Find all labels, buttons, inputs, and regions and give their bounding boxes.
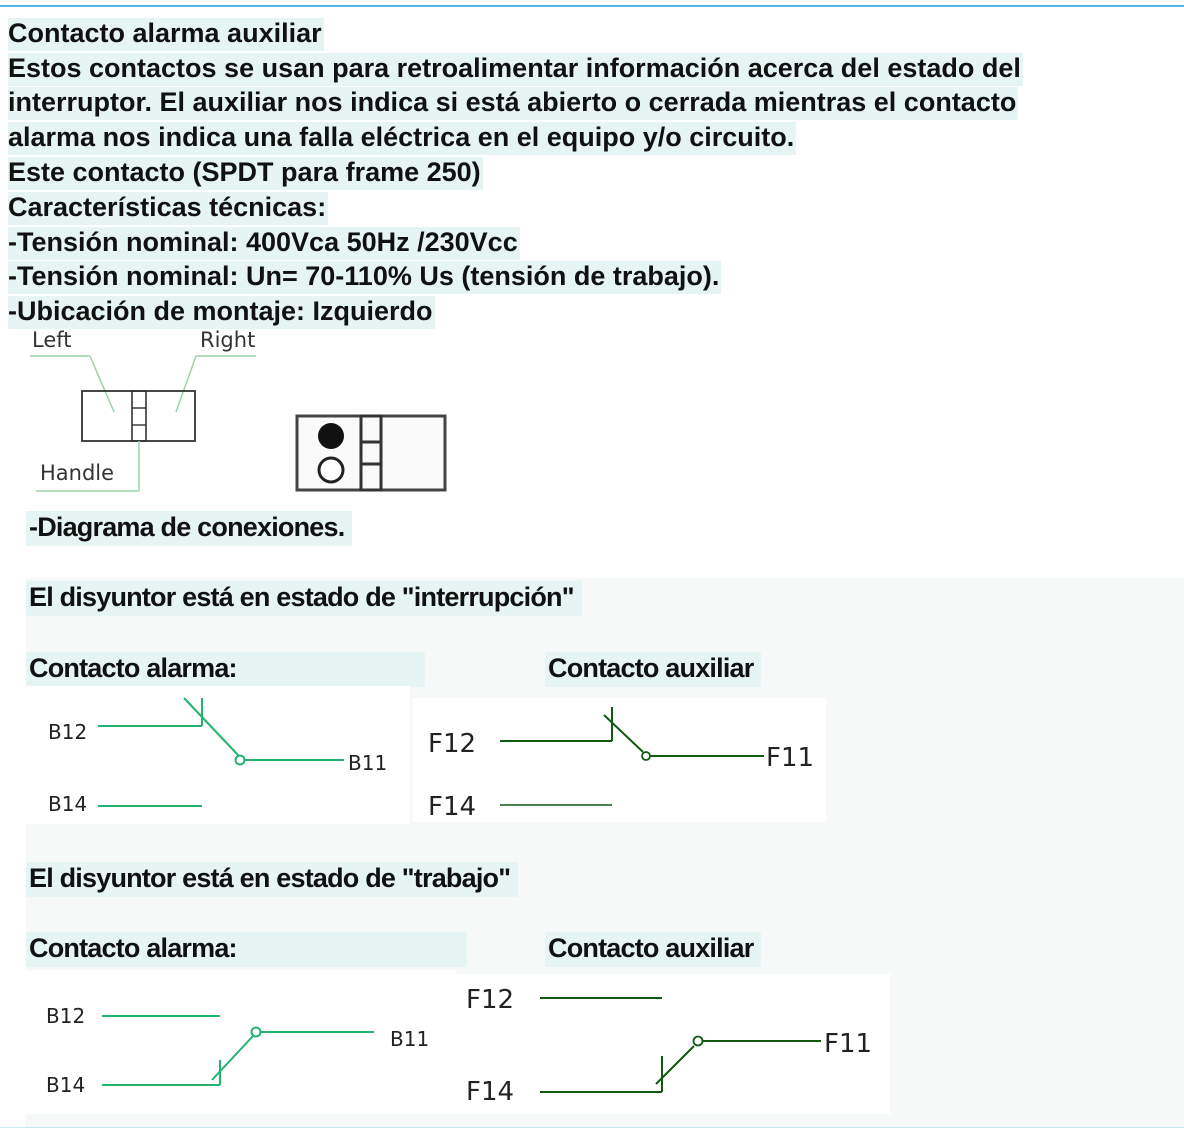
terminal-b11-work: B11 bbox=[390, 1027, 430, 1051]
hollow-dot-icon bbox=[319, 458, 343, 482]
state-work-heading: El disyuntor está en estado de "trabajo" bbox=[26, 862, 518, 897]
terminal-b14-work: B14 bbox=[46, 1073, 86, 1097]
aux-diagram-work bbox=[456, 974, 890, 1114]
spec-mounting: -Ubicación de montaje: Izquierdo bbox=[8, 296, 435, 329]
handle-label: Handle bbox=[40, 461, 115, 485]
terminal-b11: B11 bbox=[348, 751, 388, 775]
spec-voltage-range: -Tensión nominal: Un= 70-110% Us (tensión de trabajo). bbox=[8, 261, 721, 294]
description-line-2: interruptor. El auxiliar nos indica si está abierto o cerrada mientras el contacto bbox=[8, 87, 1018, 120]
bottom-divider bbox=[0, 1127, 1184, 1128]
spec-voltage: -Tensión nominal: 400Vca 50Hz /230Vcc bbox=[8, 227, 520, 260]
terminal-f11-work: F11 bbox=[824, 1029, 873, 1059]
terminal-b14: B14 bbox=[48, 792, 88, 816]
top-divider bbox=[0, 5, 1184, 7]
aux-diagram-interruption bbox=[412, 698, 826, 822]
alarm-contact-label-2: Contacto alarma: bbox=[26, 932, 467, 967]
left-label: Left bbox=[32, 328, 72, 352]
terminal-f14: F14 bbox=[428, 792, 477, 822]
aux-contact-label-1: Contacto auxiliar bbox=[545, 652, 761, 687]
terminal-f11: F11 bbox=[766, 743, 815, 773]
description-line-3: alarma nos indica una falla eléctrica en el equipo y/o circuito. bbox=[8, 122, 796, 155]
right-label: Right bbox=[200, 328, 256, 352]
breaker-body bbox=[82, 391, 195, 441]
description-line-1: Estos contactos se usan para retroalimentar información acerca del estado del bbox=[8, 53, 1023, 86]
terminal-b12: B12 bbox=[48, 720, 88, 744]
filled-dot-icon bbox=[318, 423, 344, 449]
terminal-f12: F12 bbox=[428, 729, 477, 759]
state-interruption-heading: El disyuntor está en estado de "interrupción" bbox=[26, 581, 582, 616]
terminal-f14-work: F14 bbox=[466, 1077, 515, 1107]
alarm-diagram-interruption bbox=[26, 686, 410, 824]
alarm-diagram-work bbox=[26, 970, 456, 1114]
specs-heading: Características técnicas: bbox=[8, 192, 328, 225]
alarm-contact-label-1: Contacto alarma: bbox=[26, 652, 425, 687]
connections-heading: -Diagrama de conexiones. bbox=[26, 511, 352, 546]
terminal-f12-work: F12 bbox=[466, 985, 515, 1015]
mounting-position-figure bbox=[22, 326, 262, 498]
contact-indicator-figure bbox=[293, 412, 451, 494]
contact-type-line: Este contacto (SPDT para frame 250) bbox=[8, 157, 483, 190]
aux-contact-label-2: Contacto auxiliar bbox=[545, 932, 761, 967]
terminal-b12-work: B12 bbox=[46, 1004, 86, 1028]
section-title: Contacto alarma auxiliar bbox=[8, 18, 324, 51]
